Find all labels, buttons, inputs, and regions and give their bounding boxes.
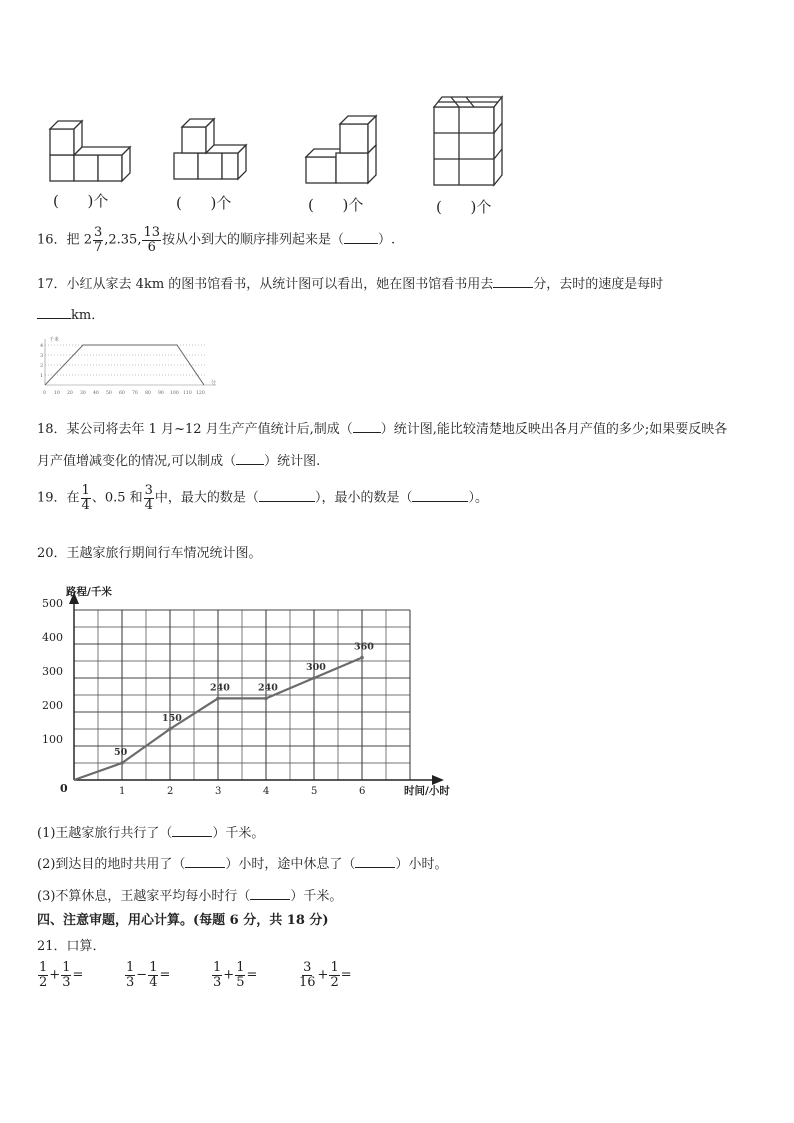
q16-tail: 按从小到大的顺序排列起来是（ [162,232,345,248]
q20-sub2-text-a: (2)到达目的地时共用了（ [37,857,186,872]
q21-item1-eq: = [72,967,84,983]
q20-y-tick-label: 200 [42,699,63,712]
q21-item2-a-num: 1 [126,960,135,975]
q16-mixed-num: 3 [93,225,103,240]
q16-mixed-den: 7 [93,239,103,255]
q20-data-label: 50 [114,747,128,758]
q21-item4-b-num: 1 [330,960,339,975]
q20-y-tick-label: 500 [42,597,63,610]
q16-answer-blank[interactable] [344,231,378,244]
q17-mini-ytick: 3 [40,353,44,359]
q20-sub3-blank[interactable] [250,887,290,900]
q16-close: ）. [378,232,396,248]
q19-prefix: 19．在 [37,490,80,506]
q19-fraction-2 [144,484,154,512]
q20-x-tick-label: 5 [311,786,318,797]
q20-sub2-text-b: ）小时，途中休息了（ [225,857,356,872]
q20-x-axis-label: 时间/小时 [404,785,450,797]
q18-text-a: 18．某公司将去年 1 月~12 月生产产值统计后,制成（ [37,422,353,437]
q20-x-tick-label: 6 [359,786,366,797]
question-18-line1 [37,418,727,437]
q19-middle: 、0.5 和 [91,490,143,506]
question-20-sub3 [37,885,342,904]
q20-data-label: 150 [162,713,182,724]
q19-tail-2: ），最小的数是（ [314,490,413,506]
q21-item3-a-den: 3 [213,974,222,990]
q17-blank-speed[interactable] [37,306,71,319]
question-17-line2 [37,304,104,323]
q19-f2-num: 3 [144,483,153,498]
q18-blank-2[interactable] [236,452,264,465]
q20-sub2-text-c: ）小时。 [395,857,448,872]
q21-item1-a-den: 2 [39,974,48,990]
q20-y-tick-label: 100 [42,733,63,746]
q20-y-axis-label: 路程/千米 [66,586,112,598]
cube-figures [0,85,794,220]
cube-figure-3 [306,116,376,183]
q17-mini-xtick: 40 [93,391,99,396]
q20-x-tick-label: 1 [119,786,126,797]
q21-item2-op: − [136,967,148,983]
q21-item3-a-num: 1 [213,960,222,975]
q20-y-tick-label: 300 [42,665,63,678]
q16-frac-den: 6 [147,239,156,255]
q20-data-point [168,727,172,731]
q16-frac-num: 13 [143,225,161,240]
q20-x-tick-label: 3 [215,786,222,797]
question-20-sub2 [37,853,447,872]
q21-item3-b-den: 5 [236,974,245,990]
q19-blank-max[interactable] [259,489,315,502]
q17-mini-ytick: 2 [40,363,44,369]
q20-data-label: 240 [210,682,230,694]
q20-sub2-blank-2[interactable] [355,855,395,868]
q20-data-point [360,656,364,660]
q17-mini-xtick: 80 [145,391,151,396]
q19-f1-num: 1 [81,483,90,498]
question-21-title: 21．口算． [37,939,106,954]
q20-sub3-text-b: ）千米。 [290,889,343,904]
question-20-title: 20．王越家旅行期间行车情况统计图。 [37,546,262,561]
q21-item4-eq: = [340,967,352,983]
cube-figure-1 [50,121,130,181]
q19-f1-den: 4 [81,497,90,513]
q18-text-b: ）统计图,能比较清楚地反映出各月产值的多少;如果要反映各 [380,422,728,437]
q21-item4-a-den: 16 [299,974,316,990]
q19-tail-1: 中，最大的数是（ [154,490,259,506]
section-4-heading: 四、注意审题，用心计算。(每题 6 分，共 18 分) [37,913,329,928]
q20-line-chart [30,580,470,802]
q17-mini-xtick: 0 [43,391,46,396]
question-17-line1 [37,273,663,292]
q21-item1-b-num: 1 [62,960,71,975]
q19-tail-3: ）。 [468,490,488,506]
q20-data-point [216,697,220,701]
q20-data-label: 300 [306,662,326,673]
q20-y-tick-labels [42,597,63,746]
q17-mini-xtick: 90 [158,391,164,396]
q20-data-point [312,676,316,680]
q21-item-2 [124,961,170,989]
q21-item1-a-num: 1 [39,960,48,975]
q20-x-tick-labels [119,786,365,797]
q21-item4-op: + [317,967,329,983]
q21-item-3 [211,961,257,989]
q19-fraction-1 [81,484,91,512]
q17-blank-minutes[interactable] [493,275,533,288]
q17-text-a: 17．小红从家去 4km 的图书馆看书，从统计图可以看出，她在图书馆看书用去 [37,277,494,292]
q21-item2-b-den: 4 [149,974,158,990]
q21-item1-op: + [49,967,61,983]
q17-text-c: km． [71,308,105,323]
q17-mini-xtick: 100 [170,391,179,396]
q17-mini-ytick: 1 [40,373,44,379]
q21-item-1 [37,961,83,989]
q17-mini-xtick: 20 [67,391,73,396]
q21-item3-op: + [223,967,235,983]
question-19 [37,484,488,512]
q20-sub1-text-a: (1)王越家旅行共行了（ [37,826,173,841]
q21-item2-eq: = [159,967,171,983]
q18-blank-1[interactable] [353,420,381,433]
cube-answer-1: ( )个 [53,192,109,210]
q17-mini-ylabel: 千米 [49,337,60,343]
q16-fraction [142,226,161,254]
question-18-line2 [37,450,320,469]
q21-item2-a-den: 3 [126,974,135,990]
q21-item2-b-num: 1 [149,960,158,975]
cube-answer-2: ( )个 [176,194,232,212]
q16-middle: ,2.35, [104,232,142,248]
q17-mini-xtick: 30 [80,391,86,396]
q19-f2-den: 4 [144,497,153,513]
cube-figure-2 [174,119,246,179]
q16-mixed-fraction [93,226,103,254]
q21-item4-a-num: 3 [303,960,312,975]
q20-x-tick-label: 2 [167,786,174,797]
q16-number: 16．把 [37,232,80,248]
q20-x-axis-arrow [432,775,444,785]
q17-mini-xticks [43,390,205,396]
q20-sub1-text-b: ）千米。 [212,826,265,841]
cube-answer-4: ( )个 [436,198,492,216]
q20-data-label: 360 [354,641,374,653]
q18-text-c: 月产值增减变化的情况,可以制成（ [37,454,237,469]
q17-mini-xtick: 50 [106,391,112,396]
q20-y-tick-label: 400 [42,631,63,644]
q17-mini-ytick: 4 [40,343,44,349]
q19-blank-min[interactable] [412,489,468,502]
q17-mini-xlabel: 分 [211,380,217,386]
q17-mini-xtick: 110 [183,391,192,396]
q20-data-point [120,761,124,765]
q21-item3-eq: = [246,967,258,983]
q20-data-label: 240 [258,682,278,694]
q20-data-point [264,697,268,701]
q20-x-tick-label: 4 [263,786,270,797]
q20-sub1-blank[interactable] [172,824,212,837]
q21-item3-b-num: 1 [236,960,245,975]
q17-mini-xtick: 70 [132,391,138,396]
q17-mini-xtick: 120 [196,391,205,396]
cube-figure-4 [434,97,502,185]
q20-sub2-blank-1[interactable] [185,855,225,868]
question-16 [37,226,395,254]
cube-answer-3: ( )个 [308,196,364,214]
q16-mixed-whole: 2 [83,232,92,248]
q20-origin-label: 0 [60,782,68,795]
q21-item1-b-den: 3 [62,974,71,990]
q17-mini-xtick: 10 [54,391,60,396]
q21-item4-b-den: 2 [330,974,339,990]
q20-sub3-text-a: (3)不算休息，王越家平均每小时行（ [37,889,251,904]
q17-mini-chart [36,335,226,403]
q18-text-d: ）统计图. [264,454,321,469]
q17-mini-xtick: 60 [119,391,125,396]
q17-mini-yticks [40,343,43,379]
question-20-sub1 [37,822,264,841]
q21-item-4 [297,961,352,989]
q17-text-b: 分，去时的速度是每时 [533,277,664,292]
